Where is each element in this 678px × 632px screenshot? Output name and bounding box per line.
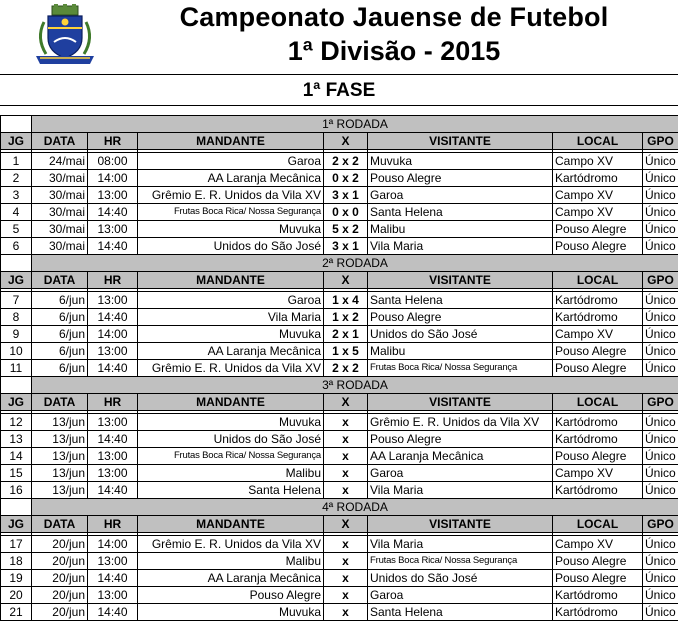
match-date: 13/jun [32, 465, 88, 482]
match-number: 17 [1, 536, 32, 553]
column-header-x: X [324, 394, 368, 411]
match-date: 20/jun [32, 553, 88, 570]
match-date: 20/jun [32, 604, 88, 621]
match-row [1, 414, 678, 431]
home-team: Grêmio E. R. Unidos da Vila XV [138, 360, 324, 377]
column-header-data: DATA [32, 394, 88, 411]
column-header-hr: HR [88, 272, 138, 289]
home-team: AA Laranja Mecânica [138, 570, 324, 587]
match-score: 0 x 0 [324, 204, 368, 221]
round-header [1, 255, 678, 272]
match-date: 6/jun [32, 309, 88, 326]
match-time: 14:00 [88, 170, 138, 187]
round-header [1, 499, 678, 516]
match-score: 0 x 2 [324, 170, 368, 187]
column-header-data: DATA [32, 133, 88, 150]
column-header-x: X [324, 516, 368, 533]
match-score: 5 x 2 [324, 221, 368, 238]
match-venue: Campo XV [553, 536, 643, 553]
match-date: 13/jun [32, 482, 88, 499]
home-team: Grêmio E. R. Unidos da Vila XV [138, 187, 324, 204]
match-date: 30/mai [32, 238, 88, 255]
match-time: 14:00 [88, 326, 138, 343]
match-row [1, 187, 678, 204]
away-team: Garoa [368, 465, 553, 482]
match-venue: Pouso Alegre [553, 553, 643, 570]
match-venue: Pouso Alegre [553, 343, 643, 360]
home-team: Muvuka [138, 414, 324, 431]
away-team: Garoa [368, 187, 553, 204]
match-number: 12 [1, 414, 32, 431]
match-date: 6/jun [32, 343, 88, 360]
round-label: 4ª RODADA [32, 499, 678, 516]
match-date: 6/jun [32, 292, 88, 309]
match-row [1, 360, 678, 377]
match-time: 13:00 [88, 343, 138, 360]
column-header-x: X [324, 272, 368, 289]
match-group: Único [643, 343, 678, 360]
home-team: Malibu [138, 553, 324, 570]
match-group: Único [643, 570, 678, 587]
column-header-local: LOCAL [553, 516, 643, 533]
match-time: 14:40 [88, 431, 138, 448]
match-row [1, 536, 678, 553]
column-header-row [1, 272, 678, 289]
match-time: 14:40 [88, 604, 138, 621]
match-time: 14:40 [88, 238, 138, 255]
column-header-gpo: GPO [643, 133, 678, 150]
match-group: Único [643, 204, 678, 221]
round-label: 2ª RODADA [32, 255, 678, 272]
column-header-local: LOCAL [553, 272, 643, 289]
match-number: 18 [1, 553, 32, 570]
match-time: 14:40 [88, 309, 138, 326]
home-team: Frutas Boca Rica/ Nossa Segurança [138, 204, 324, 221]
match-row [1, 153, 678, 170]
match-score: 1 x 4 [324, 292, 368, 309]
match-venue: Kartódromo [553, 292, 643, 309]
home-team: Vila Maria [138, 309, 324, 326]
match-group: Único [643, 465, 678, 482]
match-score: 2 x 2 [324, 360, 368, 377]
match-venue: Pouso Alegre [553, 448, 643, 465]
match-venue: Kartódromo [553, 482, 643, 499]
city-coat-of-arms-icon [30, 4, 100, 66]
match-group: Único [643, 587, 678, 604]
round-header [1, 116, 678, 133]
match-score: x [324, 536, 368, 553]
match-number: 13 [1, 431, 32, 448]
match-number: 15 [1, 465, 32, 482]
home-team: Muvuka [138, 326, 324, 343]
match-venue: Campo XV [553, 204, 643, 221]
phase-divider [0, 105, 678, 106]
match-date: 30/mai [32, 170, 88, 187]
match-venue: Campo XV [553, 187, 643, 204]
match-venue: Kartódromo [553, 414, 643, 431]
match-venue: Campo XV [553, 153, 643, 170]
match-score: x [324, 431, 368, 448]
match-venue: Pouso Alegre [553, 570, 643, 587]
match-score: x [324, 448, 368, 465]
match-number: 10 [1, 343, 32, 360]
column-header-hr: HR [88, 516, 138, 533]
match-number: 7 [1, 292, 32, 309]
phase-title: 1ª FASE [302, 80, 376, 101]
match-group: Único [643, 292, 678, 309]
match-score: 1 x 5 [324, 343, 368, 360]
match-row [1, 448, 678, 465]
away-team: Muvuka [368, 153, 553, 170]
column-header-local: LOCAL [553, 394, 643, 411]
round-header [1, 377, 678, 394]
match-number: 3 [1, 187, 32, 204]
column-header-mandante: MANDANTE [138, 272, 324, 289]
round-header-blank [1, 116, 32, 133]
match-number: 14 [1, 448, 32, 465]
match-score: x [324, 414, 368, 431]
match-date: 20/jun [32, 536, 88, 553]
home-team: Frutas Boca Rica/ Nossa Segurança [138, 448, 324, 465]
division-subtitle: 1ª Divisão - 2015 [287, 36, 501, 66]
away-team: Santa Helena [368, 292, 553, 309]
match-row [1, 587, 678, 604]
match-group: Único [643, 187, 678, 204]
home-team: Malibu [138, 465, 324, 482]
match-group: Único [643, 309, 678, 326]
column-header-hr: HR [88, 133, 138, 150]
match-venue: Pouso Alegre [553, 221, 643, 238]
column-header-hr: HR [88, 394, 138, 411]
column-header-jg: JG [1, 133, 32, 150]
match-venue: Pouso Alegre [553, 238, 643, 255]
match-date: 20/jun [32, 587, 88, 604]
match-group: Único [643, 553, 678, 570]
match-venue: Kartódromo [553, 309, 643, 326]
match-venue: Kartódromo [553, 587, 643, 604]
match-time: 13:00 [88, 187, 138, 204]
match-score: 2 x 1 [324, 326, 368, 343]
match-venue: Kartódromo [553, 170, 643, 187]
column-header-mandante: MANDANTE [138, 516, 324, 533]
match-row [1, 343, 678, 360]
match-number: 1 [1, 153, 32, 170]
away-team: Pouso Alegre [368, 431, 553, 448]
away-team: AA Laranja Mecânica [368, 448, 553, 465]
home-team: Grêmio E. R. Unidos da Vila XV [138, 536, 324, 553]
home-team: Pouso Alegre [138, 587, 324, 604]
match-time: 14:40 [88, 204, 138, 221]
away-team: Unidos do São José [368, 570, 553, 587]
match-row [1, 482, 678, 499]
match-row [1, 431, 678, 448]
match-time: 13:00 [88, 465, 138, 482]
column-header-visitante: VISITANTE [368, 133, 553, 150]
home-team: AA Laranja Mecânica [138, 170, 324, 187]
match-group: Único [643, 482, 678, 499]
home-team: Muvuka [138, 604, 324, 621]
match-row [1, 238, 678, 255]
column-header-row [1, 516, 678, 533]
column-header-jg: JG [1, 394, 32, 411]
match-date: 13/jun [32, 414, 88, 431]
away-team: Santa Helena [368, 604, 553, 621]
match-row [1, 221, 678, 238]
column-header-jg: JG [1, 272, 32, 289]
match-venue: Kartódromo [553, 431, 643, 448]
home-team: Garoa [138, 153, 324, 170]
match-time: 13:00 [88, 414, 138, 431]
home-team: Unidos do São José [138, 238, 324, 255]
match-group: Único [643, 360, 678, 377]
match-venue: Pouso Alegre [553, 360, 643, 377]
match-venue: Kartódromo [553, 604, 643, 621]
match-number: 19 [1, 570, 32, 587]
match-group: Único [643, 221, 678, 238]
match-score: 2 x 2 [324, 153, 368, 170]
column-header-local: LOCAL [553, 133, 643, 150]
match-date: 30/mai [32, 204, 88, 221]
match-venue: Campo XV [553, 465, 643, 482]
match-score: x [324, 482, 368, 499]
column-header-gpo: GPO [643, 394, 678, 411]
round-label: 1ª RODADA [32, 116, 678, 133]
match-date: 24/mai [32, 153, 88, 170]
match-score: 1 x 2 [324, 309, 368, 326]
away-team: Frutas Boca Rica/ Nossa Segurança [368, 360, 553, 377]
round-header-blank [1, 255, 32, 272]
match-date: 13/jun [32, 431, 88, 448]
championship-title: Campeonato Jauense de Futebol [179, 2, 609, 32]
match-date: 30/mai [32, 187, 88, 204]
match-date: 20/jun [32, 570, 88, 587]
match-number: 2 [1, 170, 32, 187]
schedule-table [0, 115, 678, 621]
away-team: Vila Maria [368, 482, 553, 499]
match-row [1, 309, 678, 326]
away-team: Garoa [368, 587, 553, 604]
match-time: 13:00 [88, 292, 138, 309]
match-score: 3 x 1 [324, 187, 368, 204]
match-row [1, 604, 678, 621]
away-team: Frutas Boca Rica/ Nossa Segurança [368, 553, 553, 570]
match-date: 13/jun [32, 448, 88, 465]
match-date: 30/mai [32, 221, 88, 238]
match-time: 13:00 [88, 553, 138, 570]
match-row [1, 553, 678, 570]
match-number: 8 [1, 309, 32, 326]
match-score: x [324, 465, 368, 482]
column-header-mandante: MANDANTE [138, 394, 324, 411]
column-header-jg: JG [1, 516, 32, 533]
match-time: 14:40 [88, 482, 138, 499]
match-group: Único [643, 170, 678, 187]
column-header-data: DATA [32, 272, 88, 289]
match-group: Único [643, 326, 678, 343]
away-team: Unidos do São José [368, 326, 553, 343]
match-score: x [324, 604, 368, 621]
column-header-mandante: MANDANTE [138, 133, 324, 150]
match-row [1, 465, 678, 482]
match-row [1, 570, 678, 587]
home-team: Muvuka [138, 221, 324, 238]
match-score: x [324, 570, 368, 587]
match-number: 4 [1, 204, 32, 221]
match-time: 08:00 [88, 153, 138, 170]
away-team: Vila Maria [368, 536, 553, 553]
home-team: Garoa [138, 292, 324, 309]
match-group: Único [643, 153, 678, 170]
home-team: AA Laranja Mecânica [138, 343, 324, 360]
away-team: Malibu [368, 221, 553, 238]
match-number: 11 [1, 360, 32, 377]
match-group: Único [643, 604, 678, 621]
match-time: 14:40 [88, 360, 138, 377]
match-group: Único [643, 414, 678, 431]
column-header-gpo: GPO [643, 516, 678, 533]
match-score: 3 x 1 [324, 238, 368, 255]
home-team: Santa Helena [138, 482, 324, 499]
header-divider [0, 74, 678, 75]
match-number: 6 [1, 238, 32, 255]
match-row [1, 326, 678, 343]
column-header-gpo: GPO [643, 272, 678, 289]
away-team: Malibu [368, 343, 553, 360]
column-header-x: X [324, 133, 368, 150]
away-team: Pouso Alegre [368, 309, 553, 326]
match-score: x [324, 587, 368, 604]
match-time: 13:00 [88, 448, 138, 465]
header [0, 0, 678, 74]
match-group: Único [643, 448, 678, 465]
column-header-data: DATA [32, 516, 88, 533]
match-time: 14:40 [88, 570, 138, 587]
match-time: 13:00 [88, 587, 138, 604]
match-group: Único [643, 431, 678, 448]
column-header-row [1, 133, 678, 150]
away-team: Grêmio E. R. Unidos da Vila XV [368, 414, 553, 431]
match-number: 5 [1, 221, 32, 238]
match-row [1, 292, 678, 309]
column-header-visitante: VISITANTE [368, 516, 553, 533]
column-header-visitante: VISITANTE [368, 394, 553, 411]
round-label: 3ª RODADA [32, 377, 678, 394]
match-time: 13:00 [88, 221, 138, 238]
match-row [1, 204, 678, 221]
match-score: x [324, 553, 368, 570]
match-time: 14:00 [88, 536, 138, 553]
round-header-blank [1, 499, 32, 516]
match-date: 6/jun [32, 360, 88, 377]
match-row [1, 170, 678, 187]
away-team: Vila Maria [368, 238, 553, 255]
home-team: Unidos do São José [138, 431, 324, 448]
away-team: Pouso Alegre [368, 170, 553, 187]
match-date: 6/jun [32, 326, 88, 343]
match-number: 21 [1, 604, 32, 621]
match-group: Único [643, 238, 678, 255]
match-number: 20 [1, 587, 32, 604]
away-team: Santa Helena [368, 204, 553, 221]
match-number: 16 [1, 482, 32, 499]
column-header-row [1, 394, 678, 411]
column-header-visitante: VISITANTE [368, 272, 553, 289]
match-venue: Campo XV [553, 326, 643, 343]
round-header-blank [1, 377, 32, 394]
match-number: 9 [1, 326, 32, 343]
match-group: Único [643, 536, 678, 553]
